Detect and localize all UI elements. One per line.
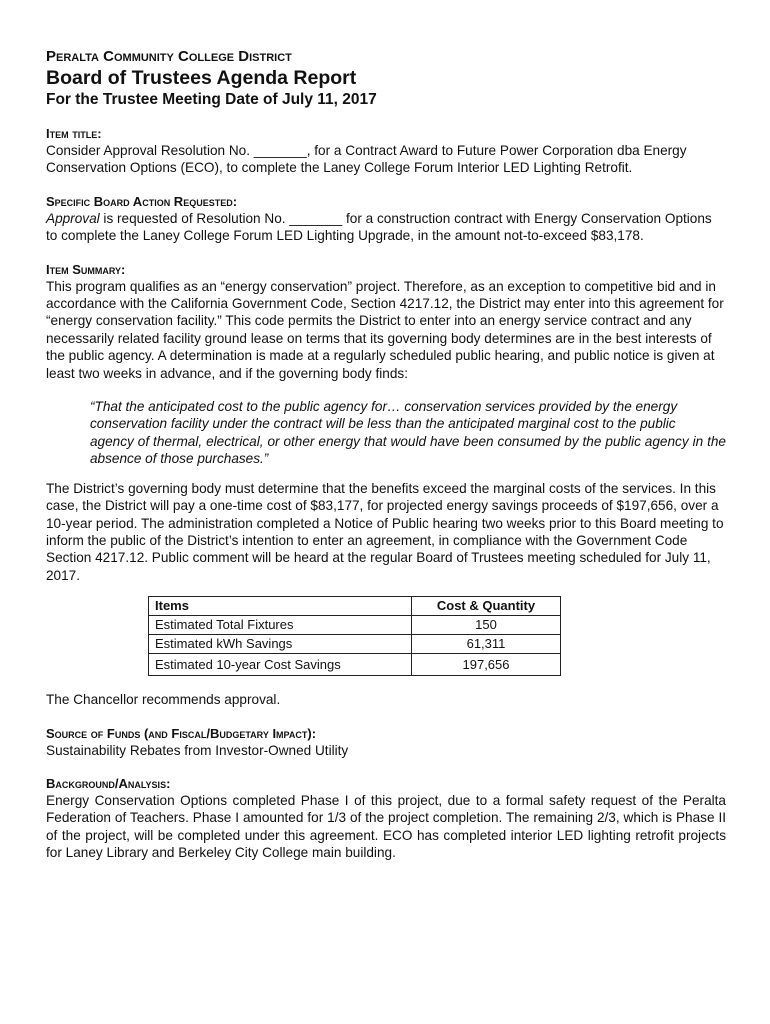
chancellor-recommendation: The Chancellor recommends approval. (46, 692, 281, 708)
action-lead: Approval (46, 210, 100, 226)
table-cell-item: Estimated 10-year Cost Savings (149, 654, 412, 676)
cost-quantity-table (148, 596, 561, 676)
table-row (149, 654, 561, 676)
summary-body: The District’s governing body must determine that the benefits exceed the marginal costs of the services. In this case, the District will pay a one-time cost of $83,177, for projected energy savings proceeds of $197,656, over a 10-year period. The administration completed a Notice of Public hearing two weeks prior to this Board meeting to inform the public of the District’s intention to enter an agreement, in compliance with the Government Code Section 4217.12. Public comment will be heard at the regular Board of Trustees meeting scheduled for July 11, 2017. (46, 480, 724, 583)
agenda-report-page (46, 48, 726, 862)
meeting-date-subtitle: For the Trustee Meeting Date of July 11, 2017 (46, 91, 377, 108)
funds-text: Sustainability Rebates from Investor-Owned Utility (46, 742, 349, 758)
table-row (149, 616, 561, 635)
code-quote (90, 398, 726, 468)
summary-heading: Item Summary: (46, 261, 126, 277)
table-cell-item: Estimated Total Fixtures (149, 616, 412, 635)
background-heading: Background/Analysis: (46, 775, 171, 791)
quote-line: “That the anticipated cost to the public agency for… conservation services provided by the energy (90, 399, 678, 415)
table-cell-value: 61,311 (412, 635, 561, 654)
funds-heading: Source of Funds (and Fiscal/Budgetary Impact): (46, 725, 317, 741)
action-heading: Specific Board Action Requested: (46, 193, 238, 209)
table-row (149, 635, 561, 654)
quote-line: agency of thermal, electrical, or other energy that would have been consumed by the public agency in the absence of those purchases.” (90, 433, 726, 467)
report-title: Board of Trustees Agenda Report (46, 67, 357, 89)
table-cell-value: 150 (412, 616, 561, 635)
table-cell-value: 197,656 (412, 654, 561, 676)
table-cell-item: Estimated kWh Savings (149, 635, 412, 654)
item-title-heading: Item title: (46, 126, 102, 141)
table-header-row (149, 597, 561, 616)
background-text: Energy Conservation Options completed Phase I of this project, due to a formal safety request of the Peralta Federation of Teachers. Phase I amounted for 1/3 of the project completion. The remaining 2/3, which is Phase II of the project, will be completed under this agreement. ECO has completed interior LED lighting retrofit projects for Laney Library and Berkeley City College main building. (46, 792, 726, 861)
item-title-text: Consider Approval Resolution No. _______, for a Contract Award to Future Power Corporation dba Energy Conservation Options (ECO), to complete the Laney College Forum Interior LED Lighting Retrofit. (46, 143, 687, 176)
table-header-cost: Cost & Quantity (412, 597, 561, 616)
district-name: Peralta Community College District (46, 48, 292, 65)
action-text (46, 210, 726, 245)
table-header-items: Items (149, 597, 412, 616)
quote-line: conservation facility under the contract will be less than the anticipated marginal cost to the public (90, 416, 676, 432)
action-body: is requested of Resolution No. _______ for a construction contract with Energy Conservation Options to complete the Laney College Forum LED Lighting Upgrade, in the amount not-to-exceed $83,178. (46, 210, 712, 244)
summary-intro: This program qualifies as an “energy conservation” project. Therefore, as an exception to competitive bid and in accordance with the California Government Code, Section 4217.12, the District may enter into this agreement for “energy conservation facility.” This code permits the District to enter into an energy service contract and any necessarily related facility ground lease on terms that its governing body determines are in the best interests of the public agency. A determination is made at a regularly scheduled public hearing, and public notice is given at least two weeks in advance, and if the governing body finds: (46, 278, 724, 381)
